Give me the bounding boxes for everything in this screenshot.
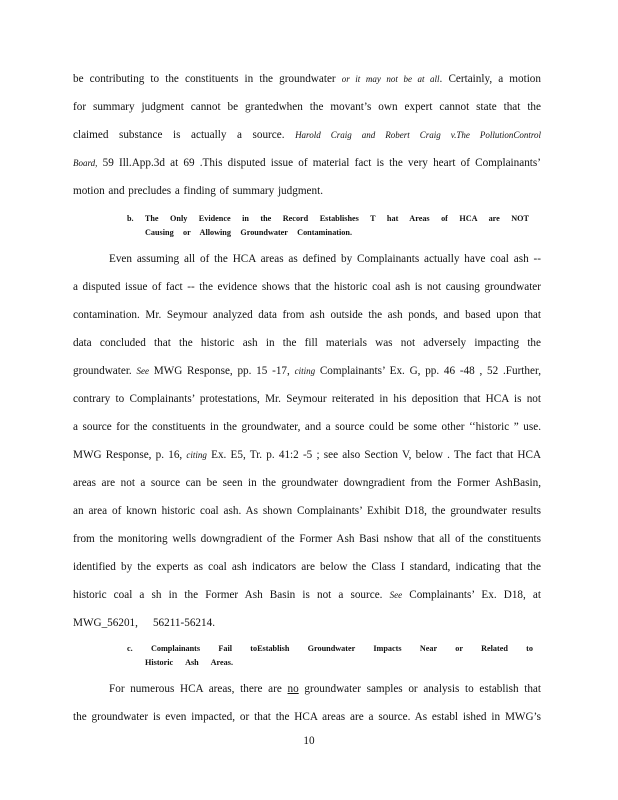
p1-line: Board, 59 Ill.App.3d at 69 .This disputed issue of material fact is the very heart of Complainants’ bbox=[73, 157, 541, 169]
heading-c-line1: c. Complainants Fail toEstablish Groundwater Impacts Near or Related to bbox=[127, 644, 533, 653]
p3-line: For numerous HCA areas, there are no groundwater samples or analysis to establish that bbox=[109, 683, 542, 695]
p2-line: a disputed issue of fact -- the evidence shows that the historic coal ash is not causing groundwater bbox=[73, 281, 541, 293]
p1-line: for summary judgment cannot be grantedwhen the movant’s own expert cannot state that the bbox=[73, 101, 541, 113]
p1-line: claimed substance is actually a source. Harold Craig and Robert Craig v.The PollutionControl bbox=[73, 129, 542, 141]
p2-line: contamination. Mr. Seymour analyzed data from ash outside the ash ponds, and based upon that bbox=[73, 309, 541, 321]
p2-line: historic coal a sh in the Former Ash Basin is not a source. See Complainants’ Ex. D18, at bbox=[73, 589, 542, 601]
p2-line: Even assuming all of the HCA areas as defined by Complainants actually have coal ash -- bbox=[109, 253, 541, 265]
p2-line: groundwater. See MWG Response, pp. 15 -17, citing Complainants’ Ex. G, pp. 46 -48 , 52 .Further, bbox=[73, 365, 542, 377]
p2-line: a source for the constituents in the groundwater, and a source could be some other ‘‘historic ” use. bbox=[73, 421, 541, 433]
p1-line: be contributing to the constituents in the groundwater or it may not be at all. Certainly, a motion bbox=[73, 73, 541, 85]
p2-line: MWG_56201, 56211-56214. bbox=[73, 617, 215, 629]
p1-line: motion and precludes a finding of summary judgment. bbox=[73, 185, 323, 197]
p2-line: data concluded that the historic ash in the fill materials was not adversely impacting the bbox=[73, 337, 541, 349]
p2-line: contrary to Complainants’ protestations, Mr. Seymour reiterated in his deposition that HCA is not bbox=[73, 393, 541, 405]
page-number: 10 bbox=[303, 735, 315, 747]
heading-c-line2: Historic Ash Areas. bbox=[145, 658, 233, 667]
heading-b-line1: b. The Only Evidence in the Record Establishes T hat Areas of HCA are NOT bbox=[127, 214, 529, 223]
p2-line: from the monitoring wells downgradient of the Former Ash Basi nshow that all of the constituents bbox=[73, 533, 541, 545]
p2-line: identified by the experts as coal ash indicators are below the Class I standard, indicating that the bbox=[73, 561, 541, 573]
heading-b-line2: Causing or Allowing Groundwater Contamination. bbox=[145, 228, 352, 237]
p2-line: MWG Response, p. 16, citing Ex. E5, Tr. p. 41:2 -5 ; see also Section V, below . The fact that HCA bbox=[73, 449, 542, 461]
p2-line: an area of known historic coal ash. As shown Complainants’ Exhibit D18, the groundwater results bbox=[73, 505, 541, 517]
p3-line: the groundwater is even impacted, or that the HCA areas are a source. As establ ished in MWG’s bbox=[73, 711, 541, 723]
p2-line: areas are not a source can be seen in the groundwater downgradient from the Former AshBasin, bbox=[73, 477, 541, 489]
